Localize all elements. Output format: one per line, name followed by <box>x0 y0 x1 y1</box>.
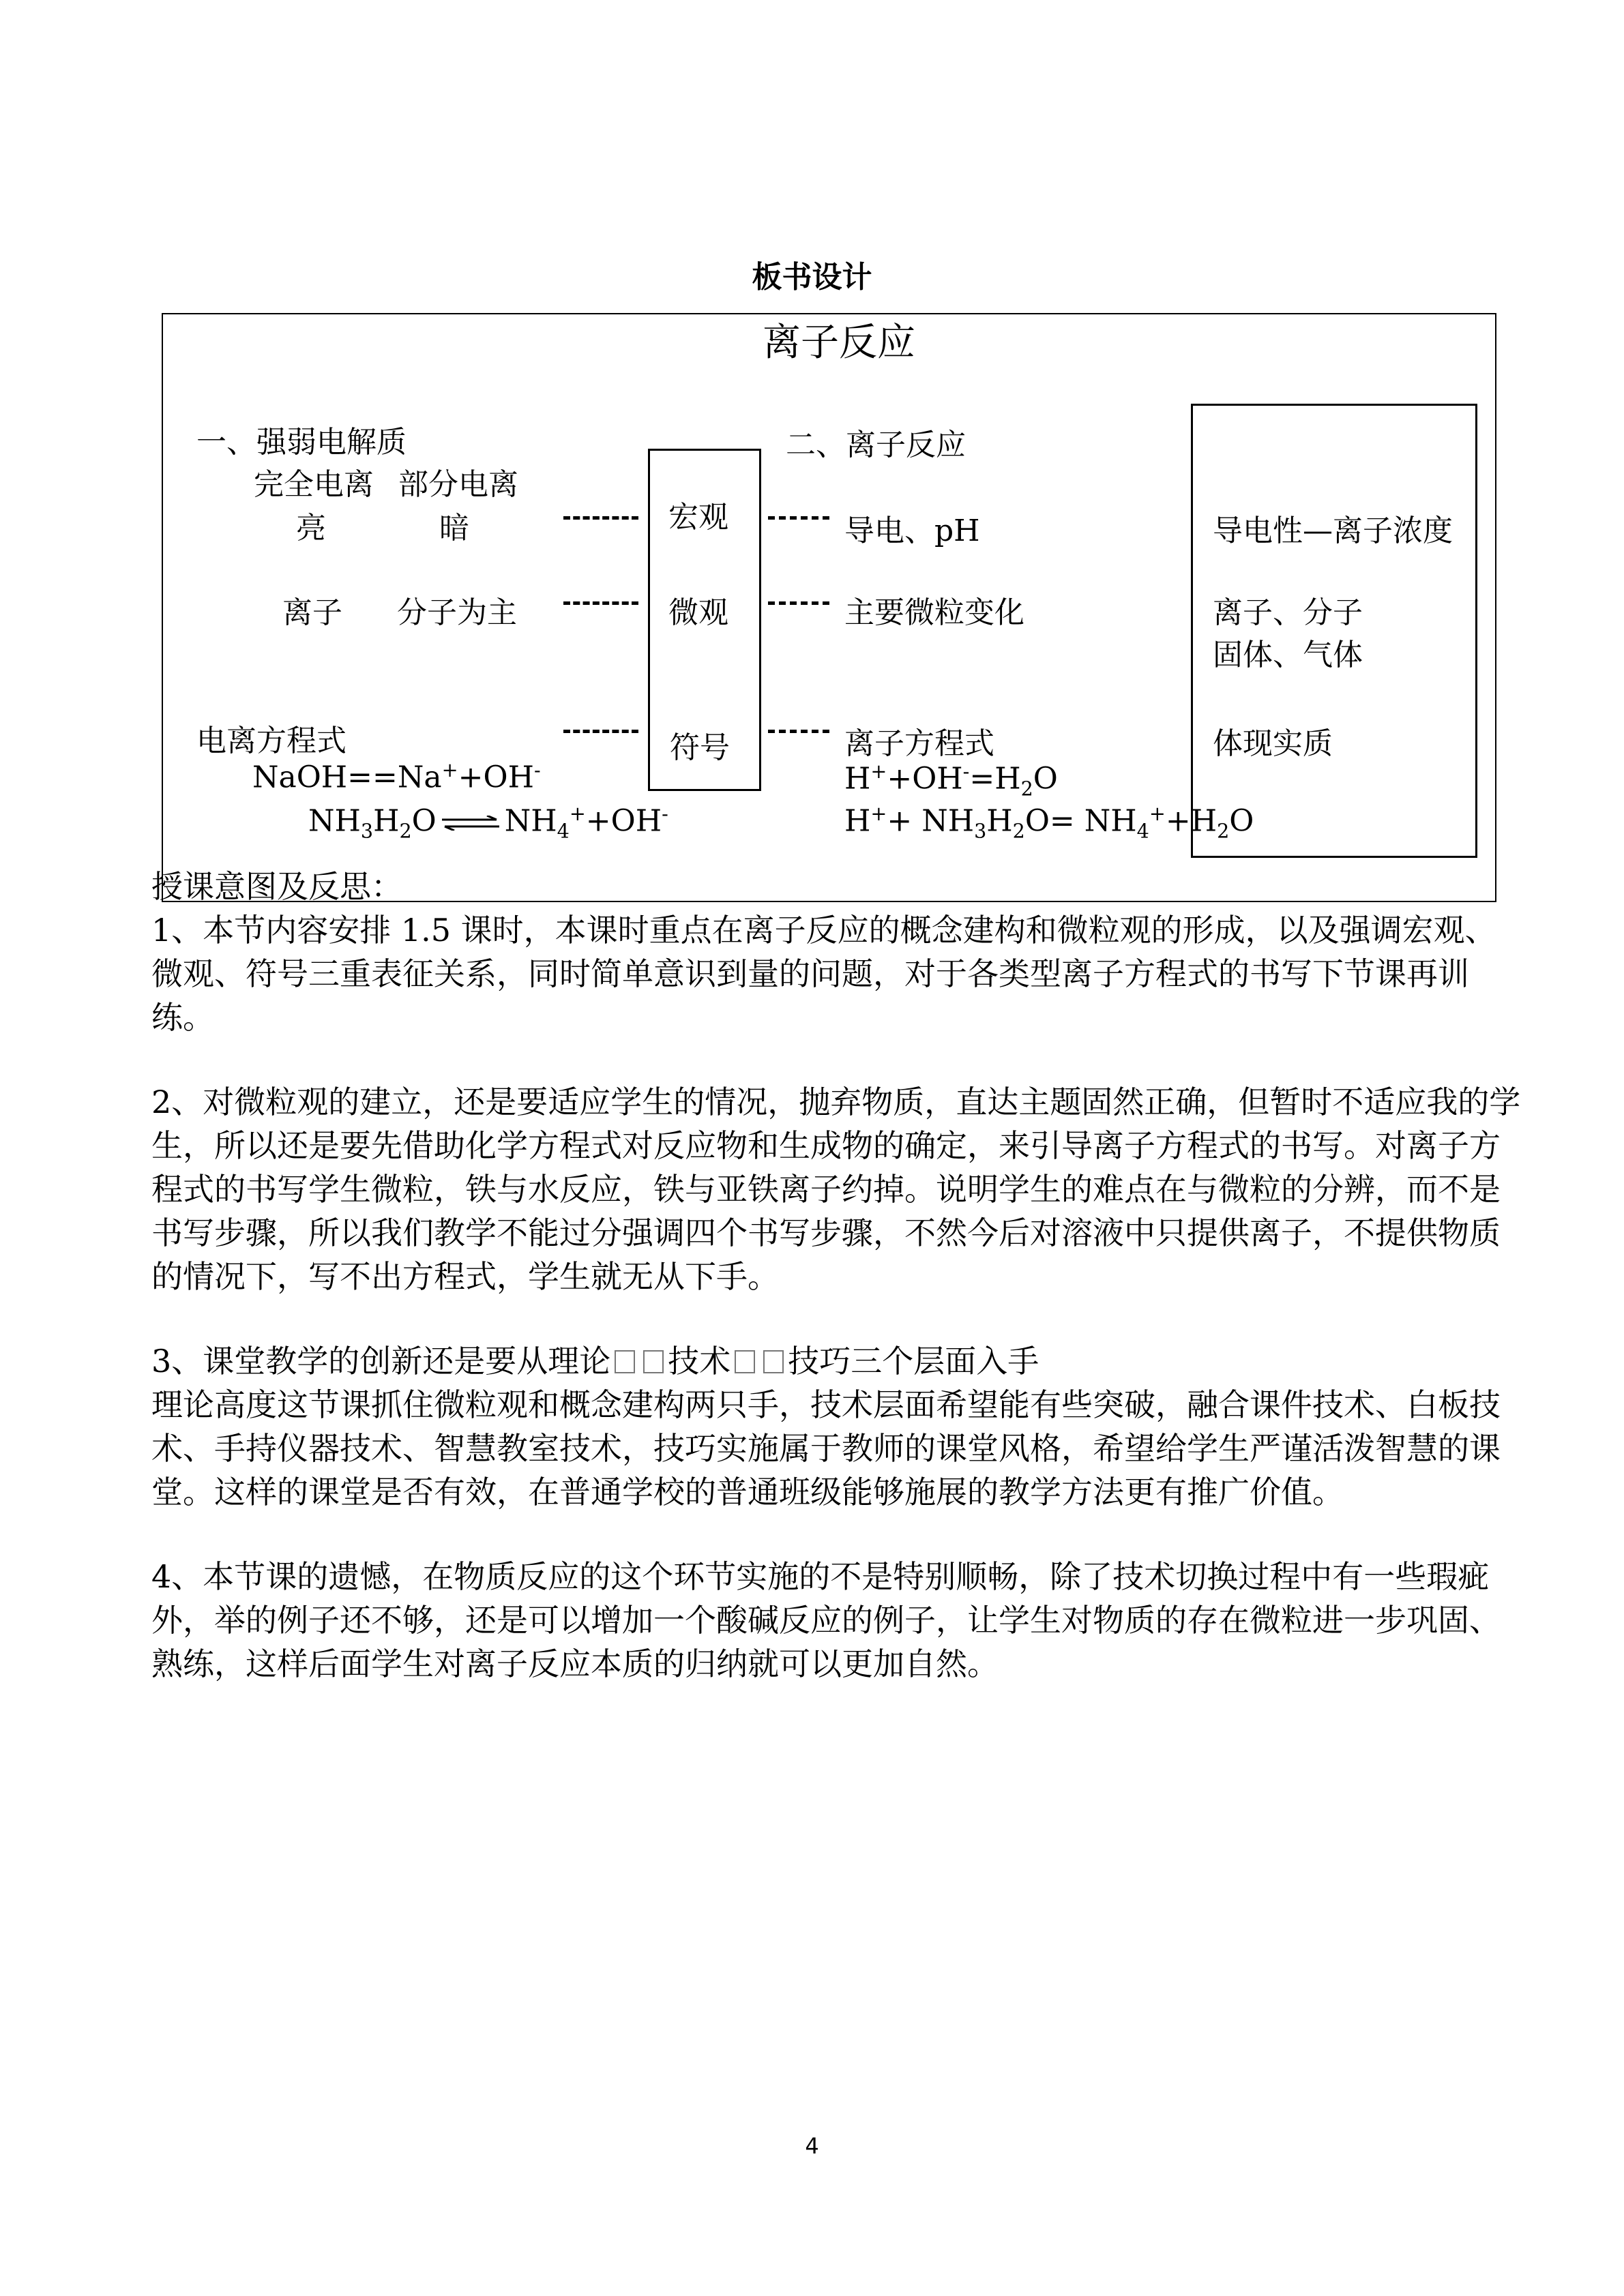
ionization-equation-heading: 电离方程式 <box>196 724 346 758</box>
dashed-connector <box>768 601 829 605</box>
macro-label: 宏观 <box>668 500 728 535</box>
particle-change-label: 主要微粒变化 <box>844 595 1024 630</box>
reflection-paragraph-2: 2、对微粒观的建立，还是要适应学生的情况，抛弃物质，直达主题固然正确，但暂时不适应我的学生，所以还是要先借助化学方程式对反应物和生成物的确定，来引导离子方程式的书写。对离子方程式的书写学生微粒，铁与水反应，铁与亚铁离子约掉。说明学生的难点在与微粒的分辨，而不是书写步骤，所以我们教学不能过分强调四个书写步骤，不然今后对溶液中只提供离子，不提供物质的情况下，写不出方程式，学生就无从下手。 <box>151 1084 1521 1295</box>
dashed-connector <box>563 601 638 605</box>
dashed-connector <box>563 730 638 733</box>
conductivity-ph-label: 导电、pH <box>844 513 980 548</box>
dashed-connector <box>768 516 829 520</box>
reflection-p3-part-a: 3、课堂教学的创新还是要从理论 <box>151 1343 611 1380</box>
dashed-connector <box>768 730 829 733</box>
reflection-paragraph-3-lead <box>151 1339 1522 1383</box>
partial-ionization-label: 部分电离 <box>398 467 518 502</box>
nh3h2o-ionization-equation: $NH_3H_2O$ $NH_4^++OH^-$ <box>308 802 668 843</box>
page-number: 4 <box>805 2133 819 2159</box>
neutralization-ionic-equation: $H^++OH^-=H_2O$ <box>844 760 1058 801</box>
reversible-arrow-icon <box>442 816 499 831</box>
strong-weak-electrolyte-heading: 一、强弱电解质 <box>196 425 407 460</box>
ion-molecule-label: 离子、分子 <box>1213 595 1363 630</box>
dark-label: 暗 <box>439 511 469 546</box>
essence-label: 体现实质 <box>1213 726 1333 761</box>
symbol-label: 符号 <box>670 730 730 765</box>
reflection-paragraph-3-body: 理论高度这节课抓住微粒观和概念建构两只手，技术层面希望能有些突破，融合课件技术、白板技术、手持仪器技术、智慧教室技术，技巧实施属于教师的课堂风格，希望给学生严谨活泼智慧的课堂。这样的课堂是否有效，在普通学校的普通班级能够施展的教学方法更有推广价值。 <box>151 1386 1501 1510</box>
missing-glyph-box <box>643 1350 664 1373</box>
page-title: 板书设计 <box>752 260 872 295</box>
complete-ionization-label: 完全电离 <box>254 467 374 502</box>
solid-gas-label: 固体、气体 <box>1213 638 1363 672</box>
missing-glyph-box <box>735 1350 755 1373</box>
dashed-connector <box>563 516 638 520</box>
reflection-paragraph-4: 4、本节课的遗憾，在物质反应的这个环节实施的不是特别顺畅，除了技术切换过程中有一些瑕疵外，举的例子还不够，还是可以增加一个酸碱反应的例子，让学生对物质的存在微粒进一步巩固、熟练，这样后面学生对离子反应本质的归纳就可以更加自然。 <box>151 1558 1501 1682</box>
molecules-main-label: 分子为主 <box>397 595 517 630</box>
missing-glyph-box <box>763 1350 784 1373</box>
reflection-paragraph-1: 1、本节内容安排 1.5 课时，本课时重点在离子反应的概念建构和微粒观的形成，以及强调宏观、微观、符号三重表征关系，同时简单意识到量的问题，对于各类型离子方程式的书写下节课再训练。 <box>151 912 1496 1036</box>
ionic-equation-heading: 离子方程式 <box>844 726 994 761</box>
reflection-p3-part-c: 技巧三个层面入手 <box>788 1343 1039 1380</box>
conductivity-concentration-label: 导电性—离子浓度 <box>1213 513 1453 548</box>
micro-label: 微观 <box>668 595 728 630</box>
bright-label: 亮 <box>296 511 326 546</box>
naoh-ionization-equation: NaOH==Na++OH- <box>252 758 541 795</box>
ammonia-ionic-equation: $H^++ NH_3H_2O= NH_4^++H_2O$ <box>844 802 1254 843</box>
reflection-p3-part-b: 技术 <box>668 1343 731 1380</box>
reflection-heading: 授课意图及反思： <box>151 868 402 905</box>
reflection-section <box>151 865 1522 1727</box>
board-heading: 离子反应 <box>763 320 915 365</box>
ions-label: 离子 <box>282 595 342 630</box>
ionic-reaction-heading: 二、离子反应 <box>786 428 966 462</box>
missing-glyph-box <box>615 1350 635 1373</box>
